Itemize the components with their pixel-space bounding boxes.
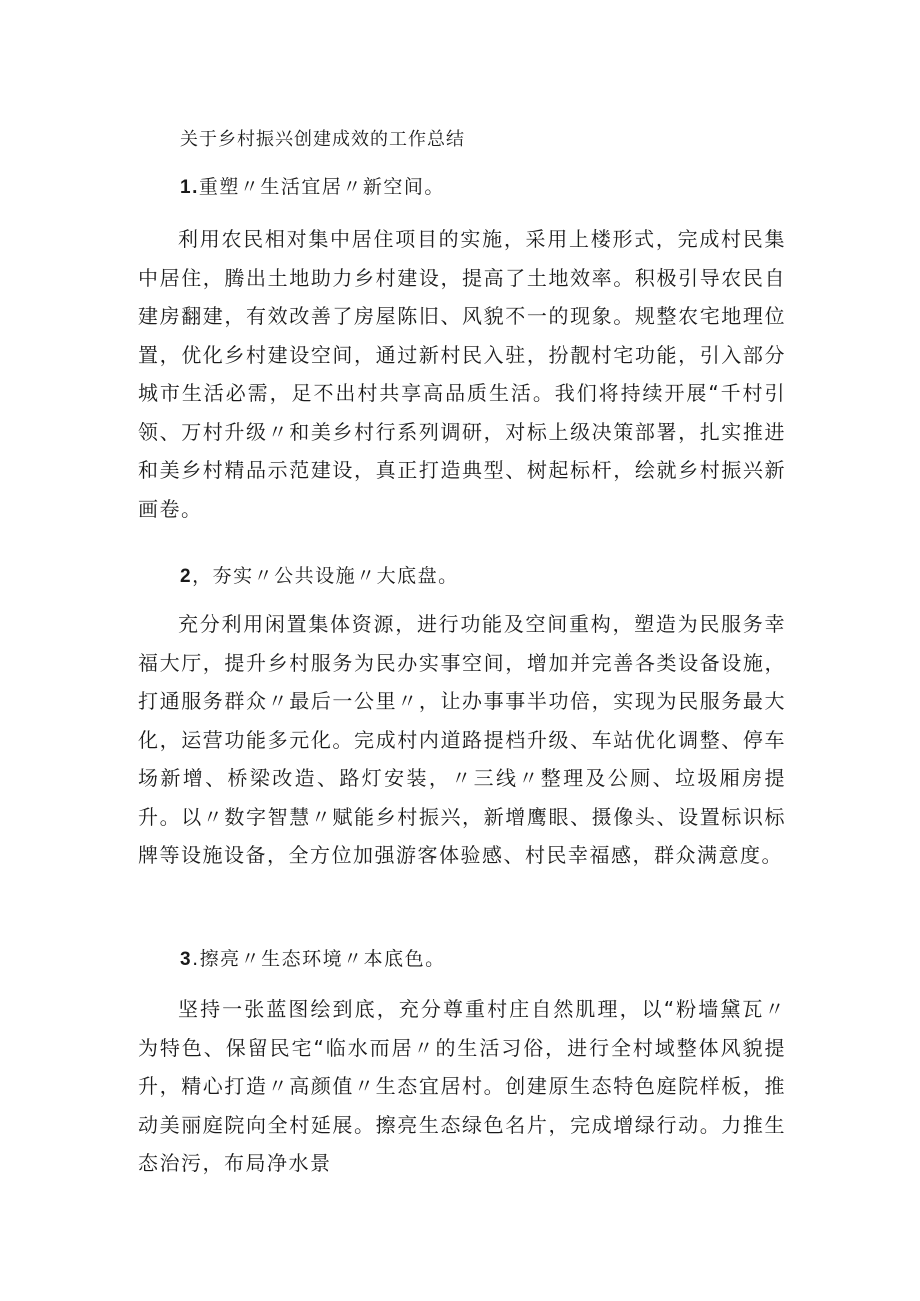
section-heading-text-3: .擦亮〃生态环境〃本底色。 (192, 948, 446, 970)
section-body-2: 充分利用闲置集体资源，进行功能及空间重构，塑造为民服务幸福大厅，提升乡村服务为民办实事空间，增加并完善各类设备设施，打通服务群众〃最后一公里〃，让办事事半功倍，实现为民服务最大化，运营功能多元化。完成村内道路提档升级、车站优化调整、停车场新增、桥梁改造、路灯安装，〃三线〃整理及公厕、垃圾厢房提升。以〃数字智慧〃赋能乡村振兴，新增鹰眼、摄像头、设置标识标牌等设施设备，全方位加强游客体验感、村民幸福感，群众满意度。 (138, 612, 786, 867)
section-number-3: 3 (180, 949, 193, 970)
section-body-1: 利用农民相对集中居住项目的实施，采用上楼形式，完成村民集中居住，腾出土地助力乡村建设，提高了土地效率。积极引导农民自建房翻建，有效改善了房屋陈旧、风貌不一的现象。规整农宅地理位置，优化乡村建设空间，通过新村民入驻，扮靓村宅功能，引入部分城市生活必需，足不出村共享高品质生活。我们将持续开展“千村引领、万村升级〃和美乡村行系列调研，对标上级决策部署，扎实推进和美乡村精品示范建设，真正打造典型、树起标杆，绘就乡村振兴新画卷。 (138, 227, 786, 521)
section-heading-text-2: ，夯实〃公共设施〃大底盘。 (192, 565, 459, 587)
section-body-3: 坚持一张蓝图绘到底，充分尊重村庄自然肌理，以“粉墙黛瓦〃为特色、保留民宅“临水而居〃的生活习俗，进行全村域整体风貌提升，精心打造〃高颜值〃生态宜居村。创建原生态特色庭院样板，推动美丽庭院向全村延展。擦亮生态绿色名片，完成增绿行动。力推生态治污，布局净水景 (138, 997, 786, 1175)
section-heading-text-1: 重塑〃生活宜居〃新空间。 (198, 176, 445, 198)
section-heading-1 (180, 173, 445, 202)
section-number-2: 2 (180, 566, 193, 587)
document-title: 关于乡村振兴创建成效的工作总结 (180, 129, 465, 150)
section-number-1: 1. (180, 177, 199, 198)
section-heading-3 (180, 945, 446, 974)
section-heading-2 (180, 562, 459, 591)
